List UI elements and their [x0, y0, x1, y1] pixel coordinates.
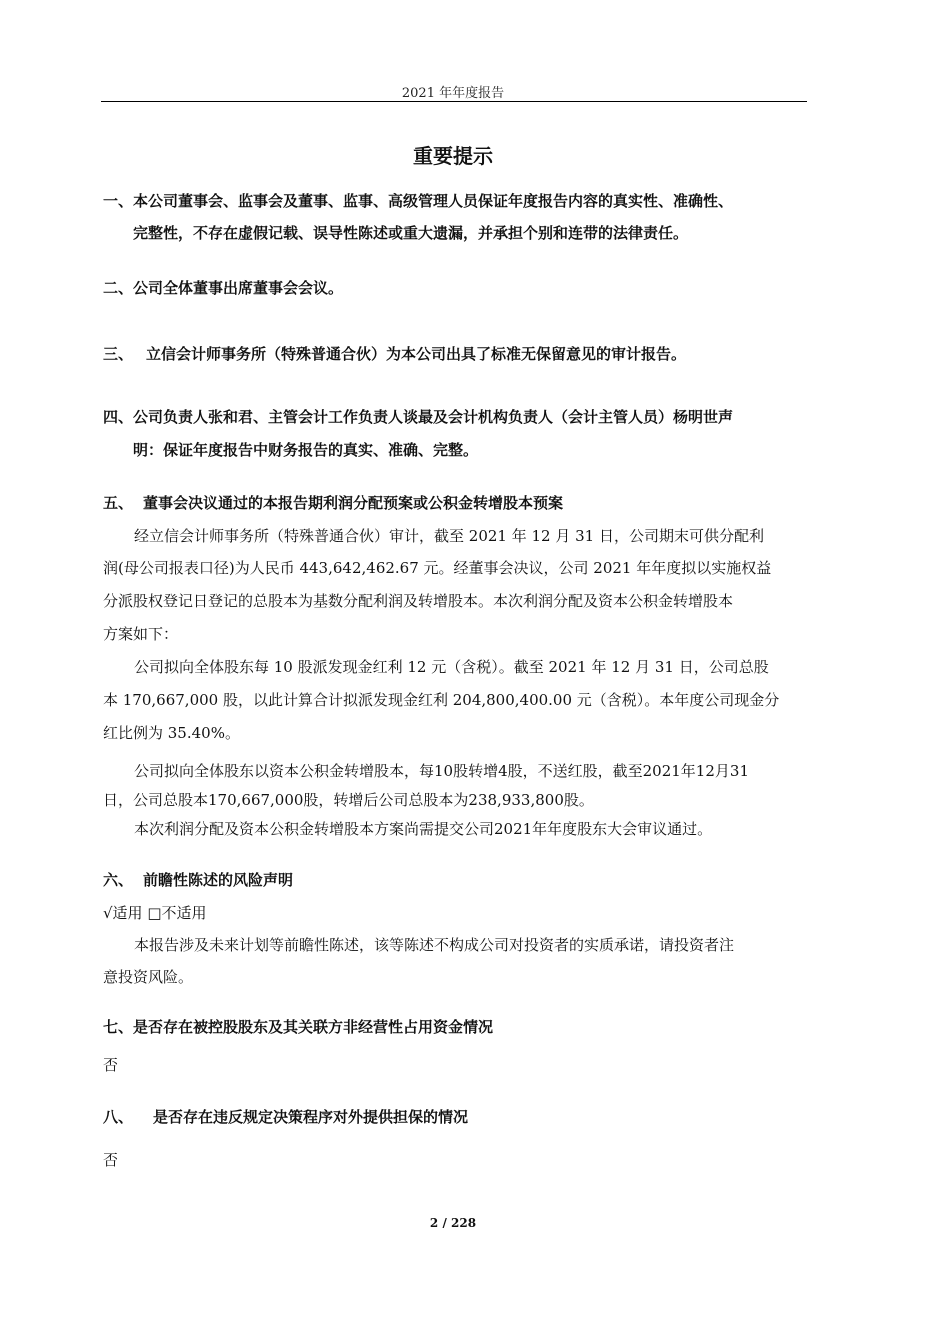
item5-para2-line: 公司拟向全体股东每 10 股派发现金红利 12 元（含税）。截至 2021 年 12 月 31 日，公司总股 — [134, 658, 769, 676]
item7-answer: 否 — [103, 1056, 119, 1074]
item6-para-line: 本报告涉及未来计划等前瞻性陈述，该等陈述不构成公司对投资者的实质承诺，请投资者注 — [134, 936, 735, 954]
item7-heading: 七、是否存在被控股股东及其关联方非经营性占用资金情况 — [103, 1018, 494, 1036]
page-number: 2 / 228 — [429, 1216, 477, 1230]
item6-applicability: √适用 □不适用 — [103, 904, 207, 922]
page-title: 重要提示 — [413, 144, 493, 168]
item5-para3-line: 公司拟向全体股东以资本公积金转增股本，每10股转增4股，不送红股，截至2021年12月31 — [134, 762, 749, 780]
item5-para1-line: 方案如下： — [103, 625, 179, 643]
item8-heading: 是否存在违反规定决策程序对外提供担保的情况 — [153, 1108, 469, 1126]
item5-heading: 董事会决议通过的本报告期利润分配预案或公积金转增股本预案 — [143, 494, 564, 512]
item6-heading: 前瞻性陈述的风险声明 — [143, 871, 294, 889]
item5-para3-line: 日，公司总股本170,667,000股，转增后公司总股本为238,933,800股。 — [103, 791, 594, 809]
page-header: 2021 年年度报告 — [401, 86, 505, 101]
item6-number: 六、 — [103, 871, 134, 889]
item5-number: 五、 — [103, 494, 134, 512]
item6-para-line: 意投资风险。 — [103, 968, 194, 986]
item2-line1: 二、公司全体董事出席董事会会议。 — [103, 279, 344, 297]
item5-para1-line: 经立信会计师事务所（特殊普通合伙）审计，截至 2021 年 12 月 31 日，公司期末可供分配利 — [134, 527, 764, 545]
item3-number: 三、 — [103, 345, 134, 363]
item4-line2: 明：保证年度报告中财务报告的真实、准确、完整。 — [133, 441, 479, 459]
item5-para1-line: 润(母公司报表口径)为人民币 443,642,462.67 元。经董事会决议，公司 2021 年年度拟以实施权益 — [103, 559, 772, 577]
item3-text: 立信会计师事务所（特殊普通合伙）为本公司出具了标准无保留意见的审计报告。 — [146, 345, 687, 363]
item5-para1-line: 分派股权登记日登记的总股本为基数分配利润及转增股本。本次利润分配及资本公积金转增股本 — [103, 592, 734, 610]
item5-para2-line: 本 170,667,000 股，以此计算合计拟派发现金红利 204,800,400.00 元（含税）。本年度公司现金分 — [103, 691, 780, 709]
item8-number: 八、 — [103, 1108, 134, 1126]
item5-para2-line: 红比例为 35.40%。 — [103, 724, 240, 742]
item1-line2: 完整性，不存在虚假记载、误导性陈述或重大遗漏，并承担个别和连带的法律责任。 — [133, 224, 689, 242]
header-rule — [101, 101, 807, 102]
item1-line1: 一、本公司董事会、监事会及董事、监事、高级管理人员保证年度报告内容的真实性、准确性、 — [103, 192, 734, 210]
item4-line1: 四、公司负责人张和君、主管会计工作负责人谈最及会计机构负责人（会计主管人员）杨明世声 — [103, 408, 734, 426]
item8-answer: 否 — [103, 1151, 119, 1169]
item5-para4: 本次利润分配及资本公积金转增股本方案尚需提交公司2021年年度股东大会审议通过。 — [134, 820, 713, 838]
